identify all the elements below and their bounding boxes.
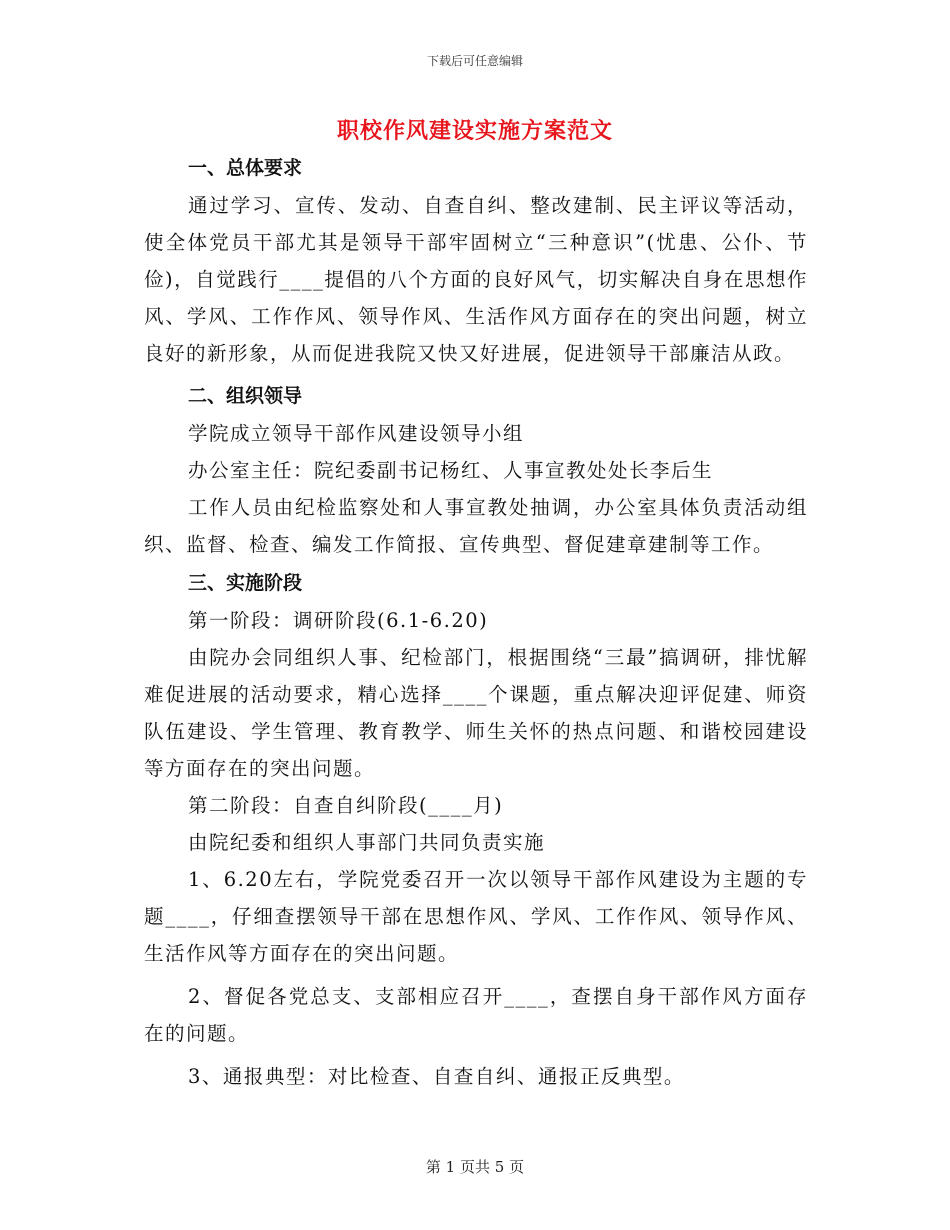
line-leadership-group: 学院成立领导干部作风建设领导小组 (188, 422, 525, 445)
section-heading-organization: 二、组织领导 (188, 385, 303, 407)
list-item-1: 1、6.20左右，学院党委召开一次以领导干部作风建设为主题的专题____，仔细查摆领导干部在思想作风、学风、工作作风、领导作风、生活作风等方面存在的突出问题。 (144, 868, 808, 965)
page-header: 下载后可任意编辑 (426, 54, 523, 68)
list-item-3: 3、通报典型：对比检查、自查自纠、通报正反典型。 (188, 1065, 685, 1088)
paragraph-overall-requirements: 通过学习、宣传、发动、自查自纠、整改建制、民主评议等活动，使全体党员干部尤其是领导干部牢固树立“三种意识”(忧患、公仆、节俭)，自觉践行____提倡的八个方面的良好风气，切实解决自身在思想作风、学风、工作作风、领导作风、生活作风方面存在的突出问题，树立良好的新形象，从而促进我院又快又好进展，促进领导干部廉洁从政。 (144, 194, 808, 365)
section-heading-implementation: 三、实施阶段 (188, 572, 303, 594)
line-office-director: 办公室主任：院纪委副书记杨红、人事宣教处处长李后生 (188, 459, 714, 482)
paragraph-stage-one: 由院办会同组织人事、纪检部门，根据围绕“三最”搞调研，排忧解难促进展的活动要求，精心选择____个课题，重点解决迎评促建、师资队伍建设、学生管理、教育教学、师生关怀的热点问题、和谐校园建设等方面存在的突出问题。 (144, 646, 808, 780)
document-title: 职校作风建设实施方案范文 (336, 118, 613, 144)
paragraph-staff: 工作人员由纪检监察处和人事宣教处抽调，办公室具体负责活动组织、监督、检查、编发工作简报、宣传典型、督促建章建制等工作。 (144, 496, 808, 556)
document-body (144, 148, 808, 1095)
list-item-2: 2、督促各党总支、支部相应召开____，查摆自身干部作风方面存在的问题。 (144, 985, 808, 1045)
section-heading-overall-requirements: 一、总体要求 (188, 157, 303, 179)
page-footer: 第 1 页共 5 页 (425, 1158, 525, 1176)
line-stage-two-responsible: 由院纪委和组织人事部门共同负责实施 (188, 831, 546, 854)
line-stage-one: 第一阶段：调研阶段(6.1-6.20) (188, 609, 489, 632)
line-stage-two: 第二阶段：自查自纠阶段(____月) (188, 794, 504, 817)
